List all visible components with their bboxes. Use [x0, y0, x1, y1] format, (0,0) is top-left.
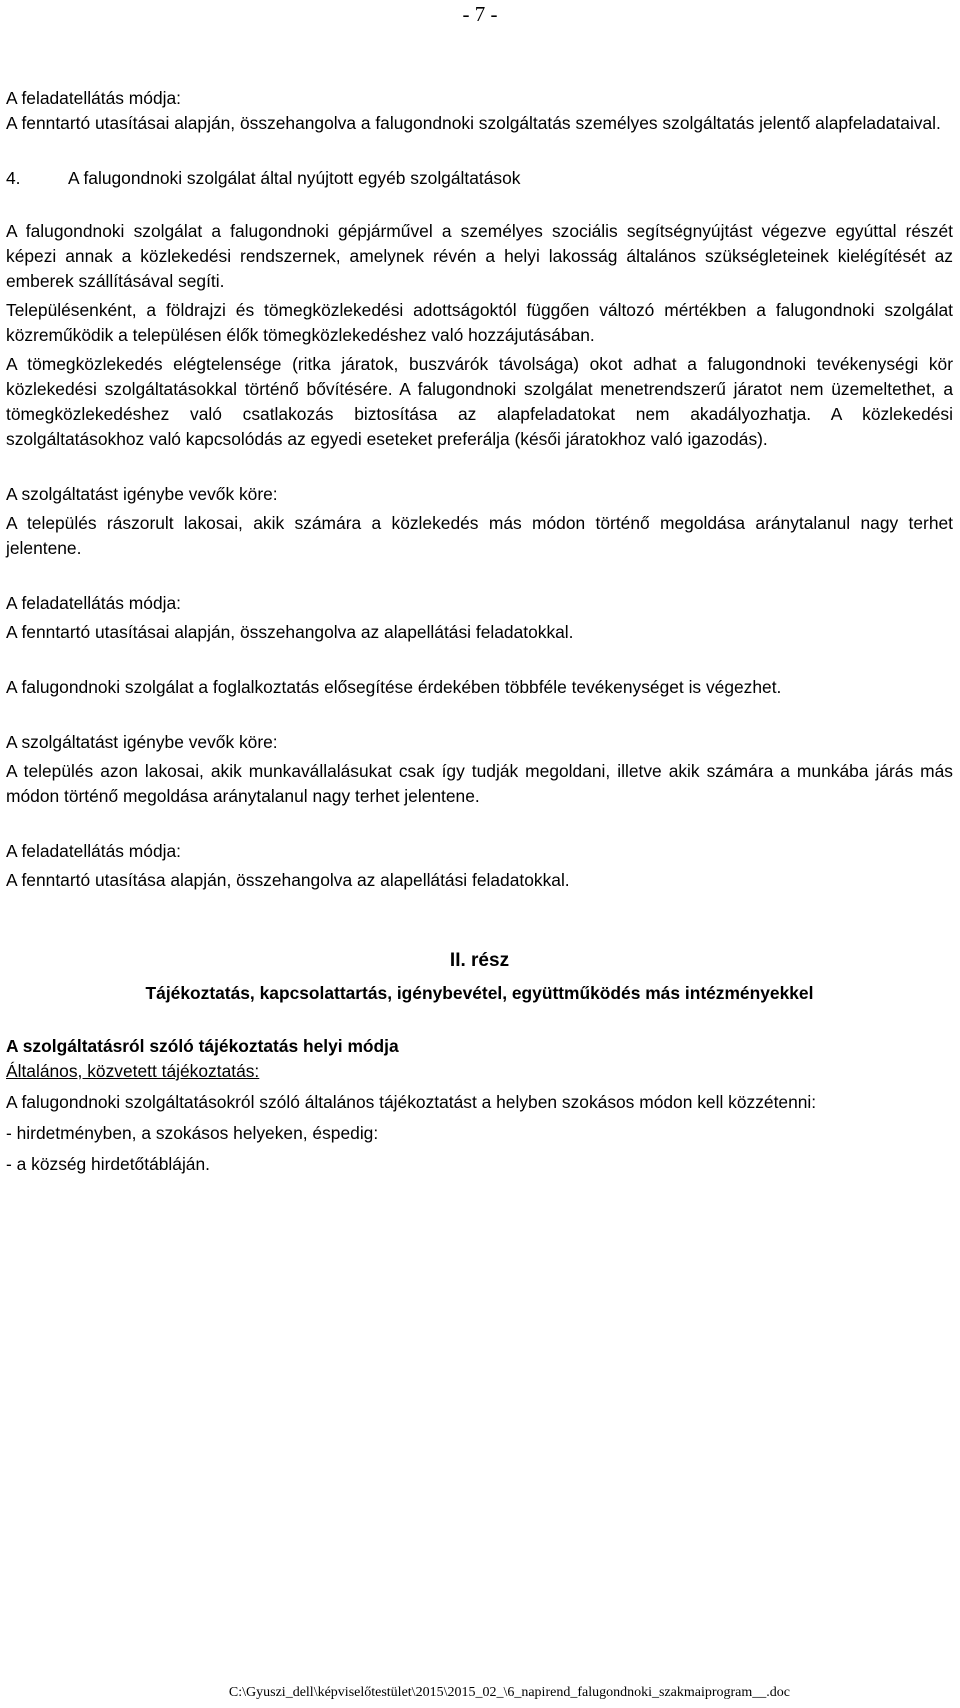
page-number: - 7 -: [462, 2, 498, 26]
section-4-paragraph-1: A falugondnoki szolgálat a falugondnoki gépjárművel a személyes szociális segítségnyújtást végezve egyúttal részét képezi annak a közlekedési rendszernek, amelynek révén a helyi lakosság általános szükségleteinek kielégítését az emberek szállításával segíti.: [6, 221, 953, 291]
task-mode-text-3: A fenntartó utasítása alapján, összehangolva az alapellátási feladatokkal.: [6, 870, 570, 890]
general-information-text: A falugondnoki szolgáltatásokról szóló általános tájékoztatást a helyben szokásos módon kell közzétenni:: [6, 1092, 817, 1112]
section-title: A falugondnoki szolgálat által nyújtott egyéb szolgáltatások: [68, 168, 521, 188]
section-4-paragraph-2: Településenként, a földrajzi és tömegközlekedési adottságoktól függően változó mértékben a falugondnoki szolgálat közreműködik a településen élők tömegközlekedéshez való hozzájutásában.: [6, 300, 953, 345]
section-4-heading: [6, 166, 953, 191]
section-number: 4.: [6, 168, 21, 188]
part-2-subheading: Tájékoztatás, kapcsolattartás, igénybevétel, együttműködés más intézményekkel: [145, 983, 814, 1003]
general-information-label: Általános, közvetett tájékoztatás:: [6, 1061, 260, 1081]
task-mode-label-2: A feladatellátás módja:: [6, 593, 181, 613]
recipients-label-2: A szolgáltatást igénybe vevők köre:: [6, 732, 278, 752]
file-path-footer: C:\Gyuszi_dell\képviselőtestület\2015\2015_02_\6_napirend_falugondnoki_szakmaiprogram__.doc: [228, 1685, 790, 1700]
task-mode-text-2: A fenntartó utasításai alapján, összehangolva az alapellátási feladatokkal.: [6, 622, 574, 642]
recipients-text-1: A település rászorult lakosai, akik számára a közlekedés más módon történő megoldása aránytalanul nagy terhet jelentene.: [6, 513, 953, 558]
list-item: - hirdetményben, a szokásos helyeken, éspedig:: [6, 1123, 379, 1143]
list-item: - a község hirdetőtábláján.: [6, 1154, 210, 1174]
recipients-text-2: A település azon lakosai, akik munkavállalásukat csak így tudják megoldani, illetve akik számára a munkába járás más módon történő megoldása aránytalanul nagy terhet jelentene.: [6, 761, 953, 806]
document-body: [6, 86, 953, 1177]
recipients-label-1: A szolgáltatást igénybe vevők köre:: [6, 484, 278, 504]
information-section-title: A szolgáltatásról szóló tájékoztatás helyi módja: [6, 1036, 399, 1056]
task-mode-text-1: A fenntartó utasításai alapján, összehangolva a falugondnoki szolgáltatás személyes szolgáltatás jelentő alapfeladataival.: [6, 113, 941, 133]
task-mode-label-3: A feladatellátás módja:: [6, 841, 181, 861]
employment-paragraph: A falugondnoki szolgálat a foglalkoztatás elősegítése érdekében többféle tevékenységet is végezhet.: [6, 677, 782, 697]
part-2-heading: II. rész: [449, 950, 510, 971]
task-mode-label-1: A feladatellátás módja:: [6, 88, 181, 108]
section-4-paragraph-3: A tömegközlekedés elégtelensége (ritka járatok, buszvárók távolsága) okot adhat a falugondnoki tevékenységi kör közlekedési szolgáltatásokkal történő bővítésére. A falugondnoki szolgálat menetrendszerű járatot nem üzemeltethet, a tömegközlekedéshez való csatlakozás biztosítása az alapfeladatokat nem akadályozhatja. A közlekedési szolgáltatásokhoz való kapcsolódás az egyedi eseteket preferálja (késői járatokhoz való igazodás).: [6, 354, 953, 449]
